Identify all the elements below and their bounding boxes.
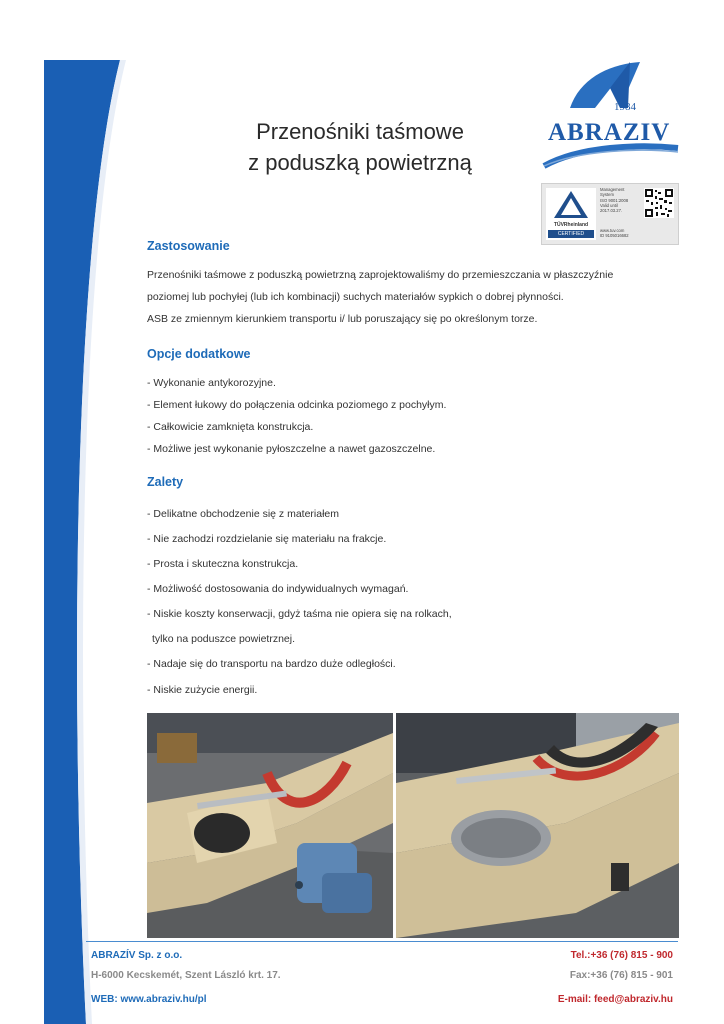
zalety-line-2: - Nie zachodzi rozdzielanie się materiału na frakcje.: [147, 533, 387, 545]
zastosowanie-line-2: poziomej lub pochyłej (lub ich kombinacji) suchych materiałów sypkich o dobrej płynności.: [147, 291, 564, 303]
tuv-badge: [546, 188, 596, 240]
zalety-line-1: - Delikatne obchodzenie się z materiałem: [147, 508, 340, 520]
footer-email-link[interactable]: E-mail: feed@abraziv.hu: [557, 994, 673, 1005]
zalety-line-4: - Możliwość dostosowania do indywidualnych wymagań.: [147, 583, 409, 595]
footer-tel: Tel.:+36 (76) 815 - 900: [570, 950, 673, 961]
zastosowanie-line-1: Przenośniki taśmowe z poduszką powietrzną zaprojektowaliśmy do przemieszczania w płaszczyźnie: [147, 269, 614, 281]
footer-address: H-6000 Kecskemét, Szent László krt. 17.: [91, 970, 281, 981]
zalety-line-3: - Prosta i skuteczna konstrukcja.: [147, 558, 299, 570]
conveyor-photo-1: [147, 713, 393, 938]
zalety-line-5: - Niskie koszty konserwacji, gdyż taśma nie opiera się na rolkach,: [147, 608, 452, 620]
qr-code-icon: [644, 188, 674, 218]
conveyor-photo-2: [396, 713, 679, 938]
abraziv-logo: [540, 58, 680, 170]
certificate-info: Management System ISO 9001:2008 Valid until 2017.03.27.: [600, 187, 629, 214]
tuv-triangle-icon: [546, 188, 596, 222]
zalety-line-8: - Niskie zużycie energii.: [147, 684, 258, 696]
decorative-blue-band: [0, 0, 140, 1024]
footer-fax: Fax:+36 (76) 815 - 901: [569, 970, 673, 981]
footer-web-link[interactable]: WEB: www.abraziv.hu/pl: [91, 994, 207, 1005]
opcje-line-1: - Wykonanie antykorozyjne.: [147, 377, 276, 389]
tuv-certified-label: CERTIFIED: [548, 230, 594, 238]
svg-text:ABRAZIV: ABRAZIV: [548, 119, 671, 146]
footer-company: ABRAZÍV Sp. z o.o.: [91, 950, 183, 961]
opcje-line-3: - Całkowicie zamknięta konstrukcja.: [147, 421, 314, 433]
certificate-url: www.tuv.com ID 9105016682: [600, 228, 629, 239]
heading-zastosowanie: Zastosowanie: [147, 239, 230, 253]
tuv-brand: TÜVRheinland: [553, 222, 589, 228]
page-title: [200, 116, 520, 178]
heading-opcje-dodatkowe: Opcje dodatkowe: [147, 347, 251, 361]
footer-divider: [86, 941, 678, 942]
heading-zalety: Zalety: [147, 475, 184, 489]
title-line-2: z poduszką powietrzną: [248, 150, 472, 175]
title-line-1: Przenośniki taśmowe: [256, 119, 464, 144]
opcje-line-4: - Możliwe jest wykonanie pyłoszczelne a nawet gazoszczelne.: [147, 443, 436, 455]
opcje-line-2: - Element łukowy do połączenia odcinka poziomego z pochyłym.: [147, 399, 447, 411]
svg-text:1984: 1984: [614, 101, 636, 113]
zastosowanie-line-3: ASB ze zmiennym kierunkiem transportu i/ lub poruszający się po określonym torze.: [147, 313, 538, 325]
tuv-certificate: [541, 183, 679, 245]
zalety-line-7: - Nadaje się do transportu na bardzo duże odległości.: [147, 658, 396, 670]
zalety-line-6: tylko na poduszce powietrznej.: [152, 633, 295, 645]
